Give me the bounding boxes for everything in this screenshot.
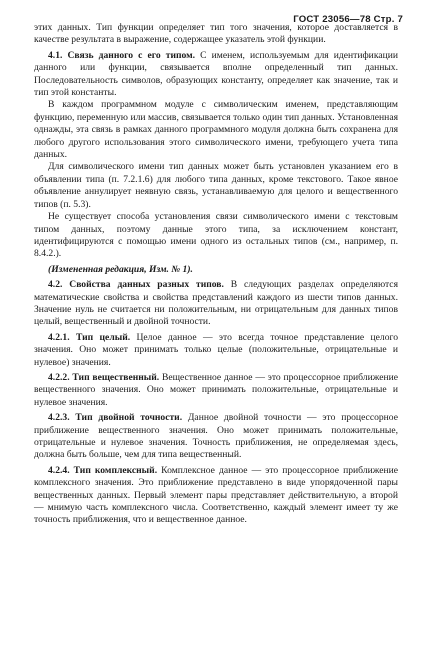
page-header: ГОСТ 23056—78 Стр. 7 (293, 14, 403, 25)
paragraph-type-declaration: Для символического имени тип данных может быть установлен указанием его в объявлении типа (п. 7.2.1.6) для любого типа данных, кроме текстового. Такое явное объявление аннулирует неявную связь, устанавливаемую для целого и вещественного типов (п. 5.3). (34, 161, 398, 210)
section-4-2-4: 4.2.4. Тип комплексный. Комплексное данное — это процессорное приближение комплексного значения. Это приближение представлено в виде упорядоченной пары вещественных данных. Первый элемент пары представляет действительную, а второй — мнимую часть комплексного числа. Соответственно, каждый элемент имеет ту же точность приближения, что и вещественное данное. (34, 464, 398, 526)
section-4-2-2: 4.2.2. Тип вещественный. Вещественное данное — это процессорное приближение вещественного значения. Оно может принимать положительные, отрицательные и нулевое значения. (34, 371, 398, 408)
paragraph-binding: В каждом программном модуле с символическим именем, представляющим функцию, переменную или массив, связывается только один тип данных. Установленная однажды, эта связь в рамках данного программного модуля должна быть сохранена для любого другого использования этого символического имени, требующего учета типа данных. (34, 99, 398, 161)
document-body (34, 14, 398, 527)
amendment-note: (Измененная редакция, Изм. № 1). (48, 263, 193, 275)
section-4-2: 4.2. Свойства данных разных типов. В следующих разделах определяются математические свойства и свойства представлений каждого из шести типов данных. Значение нуль не считается ни положительным, ни отрицательным для данных типов целый, вещественный и двойной точности. (34, 279, 398, 328)
paragraph-character-type: Не существует способа установления связи символического имени с текстовым типом данных, поэтому данные этого типа, за исключением констант, идентифицируются с помощью имени одного из остальных типов (см., например, п. 8.4.2.). (34, 211, 398, 260)
section-4-2-3: 4.2.3. Тип двойной точности. Данное двойной точности — это процессорное приближение вещественного значения. Оно может принимать положительные, отрицательные и нулевое значения. Точность приближения, не определяемая здесь, должна быть больше, чем для типа вещественный. (34, 412, 398, 461)
section-4-1: 4.1. Связь данного с его типом. С именем, используемым для идентификации данного или функции, связывается вполне определенный тип данных. Последовательность символов, образующих константу, определяет как значение, так и тип этой константы. (34, 49, 398, 99)
section-4-2-1: 4.2.1. Тип целый. Целое данное — это всегда точное представление целого значения. Оно может принимать только целые (положительные, отрицательные и нулевое) значения. (34, 331, 399, 368)
paragraph-continuation: этих данных. Тип функции определяет тип того значения, которое доставляется в качестве результата в выражение, содержащее указатель этой функции. (34, 22, 398, 46)
